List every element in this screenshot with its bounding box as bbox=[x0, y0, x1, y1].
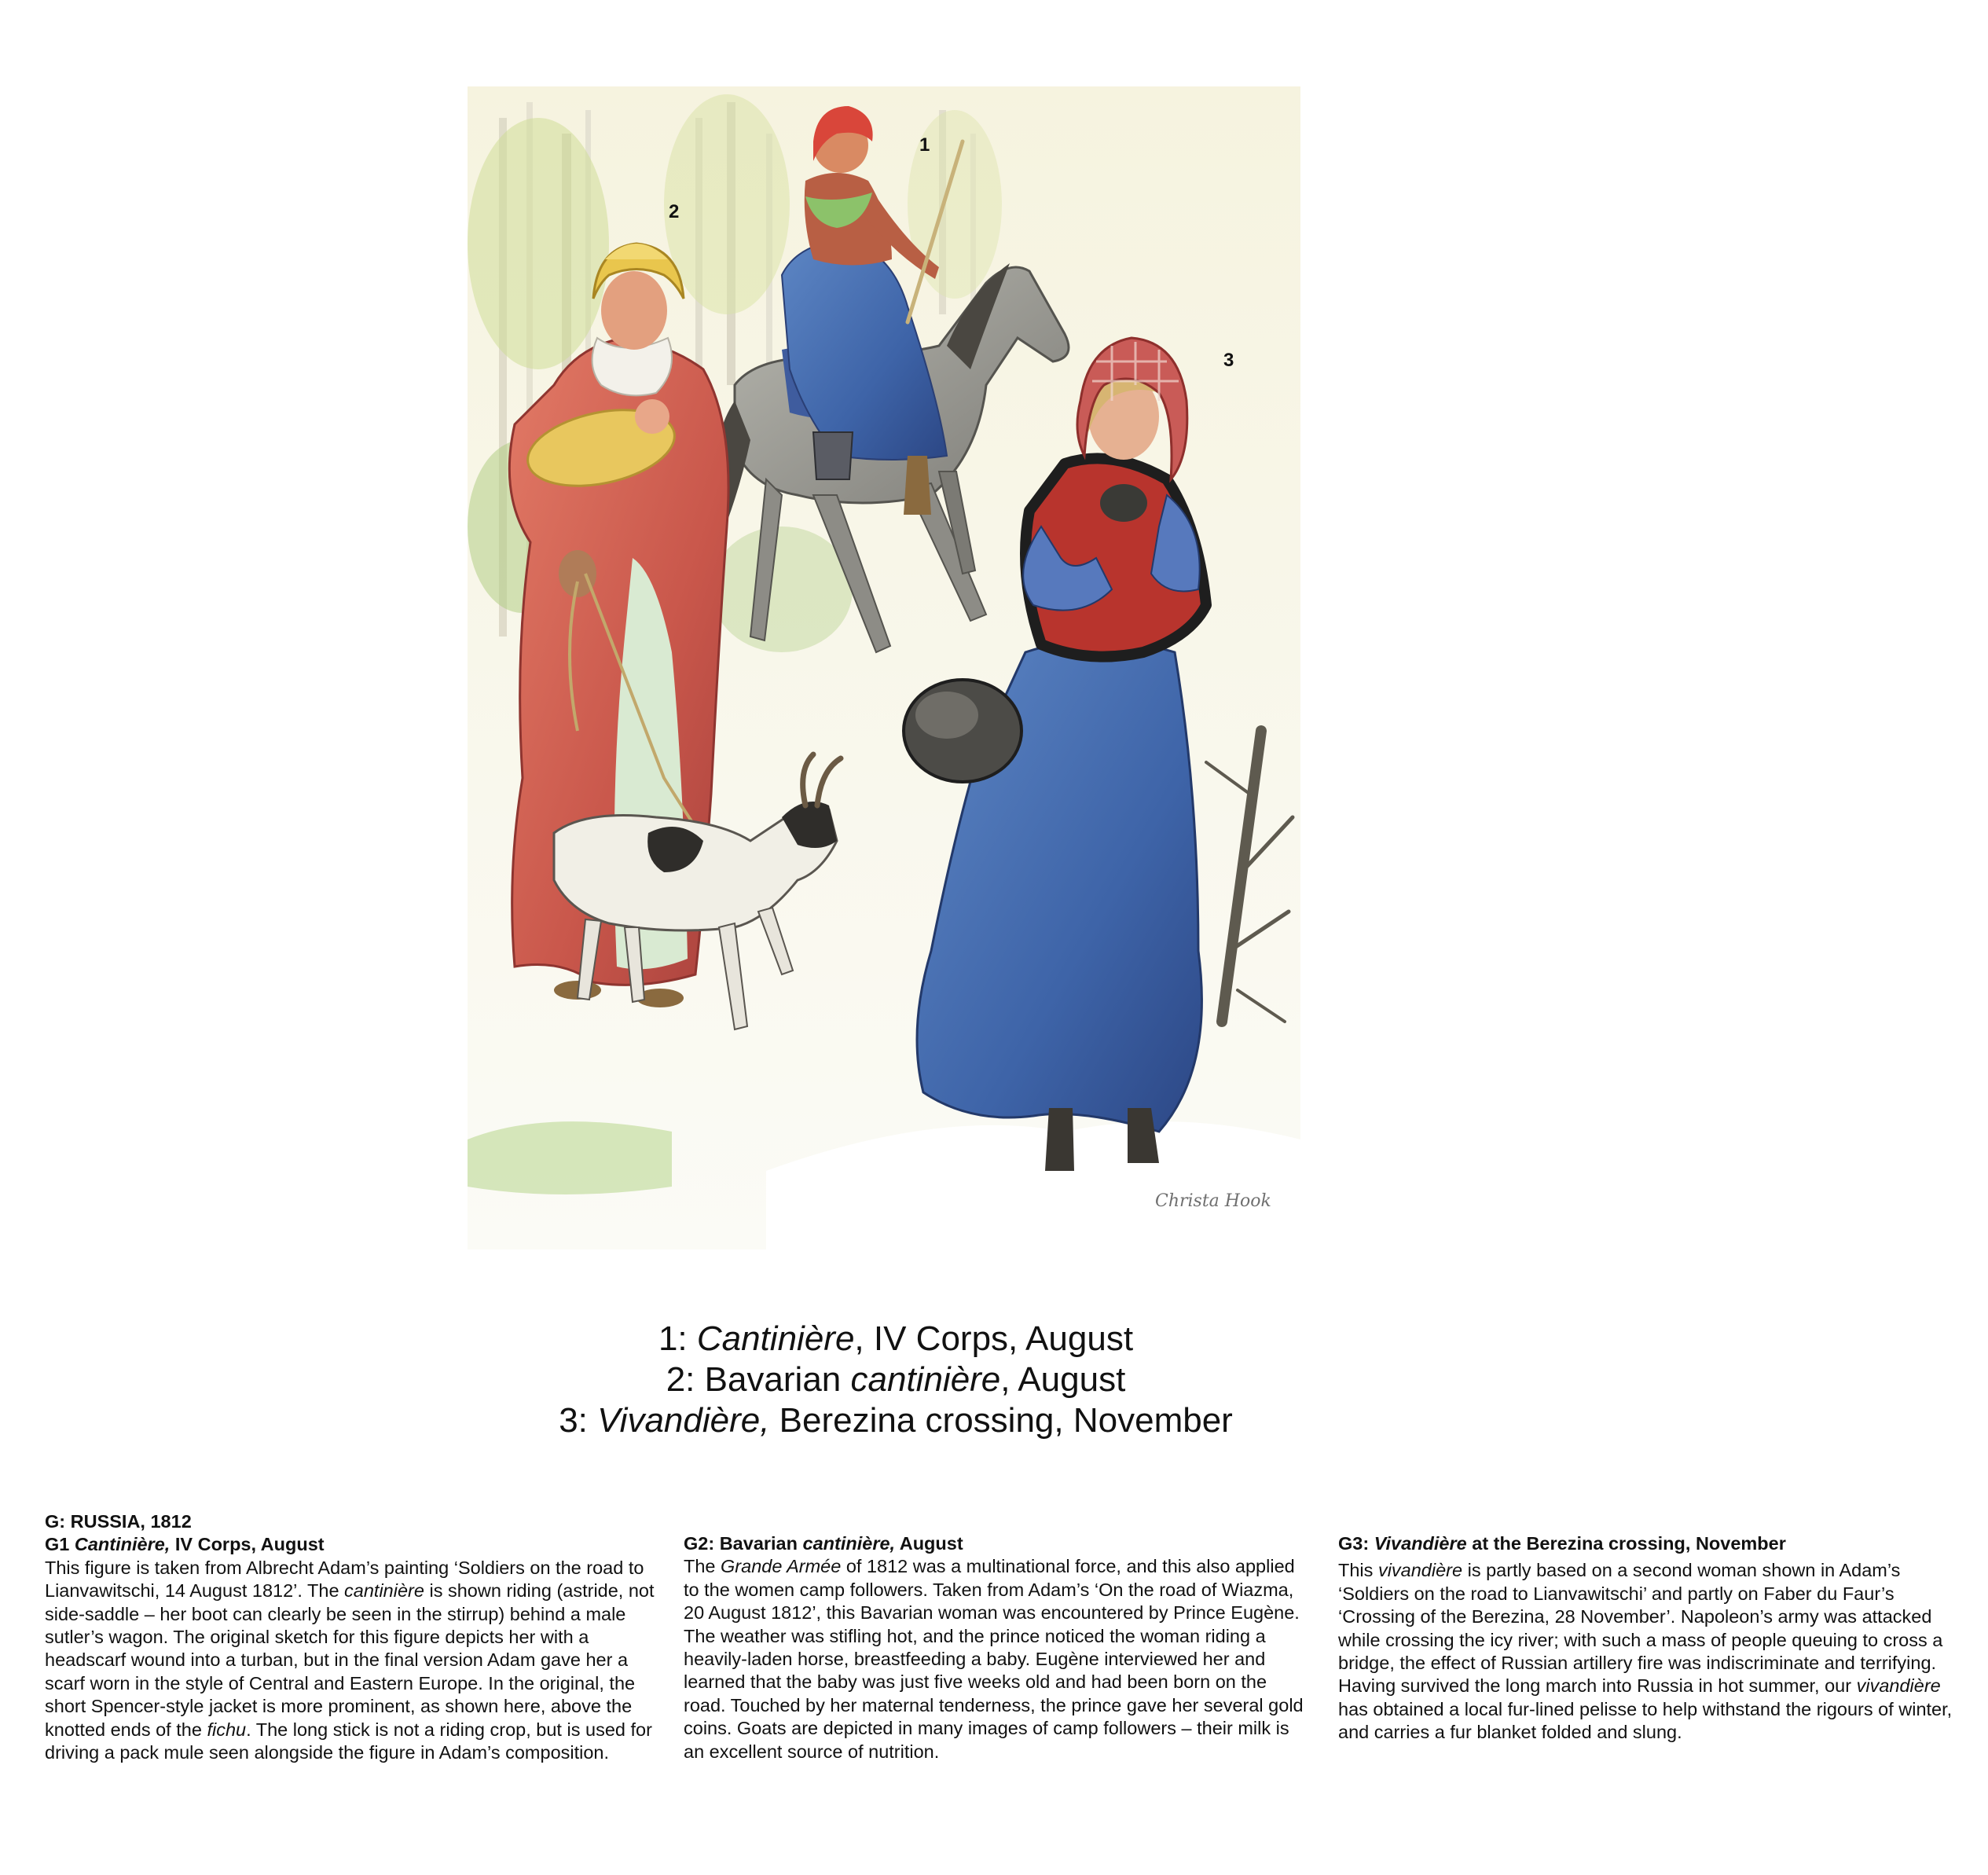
column-g3 bbox=[1338, 1532, 1959, 1745]
marker-1: 1 bbox=[919, 134, 930, 156]
caption-1: 1: Cantinière, IV Corps, August bbox=[658, 1319, 1134, 1358]
illustration-plate bbox=[468, 86, 1300, 1249]
camp-followers-illustration bbox=[468, 86, 1300, 1249]
column-g2 bbox=[684, 1532, 1304, 1763]
g1-body: This figure is taken from Albrecht Adam’s painting ‘Soldiers on the road to Lianvawitschi, 14 August 1812’. The cantinière is shown riding (astride, not side-saddle – her boot can clearly be seen in the stirrup) behind a male sutler’s wagon. The original sketch for this figure depicts her with a headscarf wound into a turban, but in the final version Adam gave her a scarf worn in the style of Central and Eastern Europe. In the original, the short Spencer-style jacket is more prominent, as shown here, above the knotted ends of the fichu. The long stick is not a riding crop, but is used for driving a pack mule seen alongside the figure in Adam’s composition. bbox=[45, 1557, 655, 1763]
g3-body: This vivandière is partly based on a second woman shown in Adam’s ‘Soldiers on the road to Lianvawitschi’ and partly on Faber du Faur’s ‘Crossing of the Berezina, 28 November’. Napoleon’s army was attacked while crossing the icy river; with such a mass of people queuing to cross a bridge, the effect of Russian artillery fire was indiscriminate and terrifying. Having survived the long march into Russia in hot summer, our vivandière has obtained a local fur-lined pelisse to help withstand the rigours of winter, and carries a fur blanket folded and slung. bbox=[1338, 1560, 1953, 1743]
column-g1 bbox=[45, 1510, 666, 1764]
plate-captions bbox=[0, 1319, 1792, 1441]
section-title: G: RUSSIA, 1812 bbox=[45, 1511, 192, 1532]
grass-patch bbox=[468, 1121, 672, 1194]
artist-signature: Christa Hook bbox=[1155, 1191, 1271, 1211]
marker-2: 2 bbox=[669, 201, 680, 222]
g3-heading: G3: Vivandière at the Berezina crossing, November bbox=[1338, 1533, 1786, 1554]
caption-2: 2: Bavarian cantinière, August bbox=[666, 1360, 1126, 1399]
caption-3: 3: Vivandière, Berezina crossing, November bbox=[559, 1401, 1233, 1440]
g2-heading: G2: Bavarian cantinière, August bbox=[684, 1533, 963, 1554]
g1-heading: G1 Cantinière, IV Corps, August bbox=[45, 1534, 325, 1555]
marker-3: 3 bbox=[1223, 350, 1234, 371]
g2-body: The Grande Armée of 1812 was a multinational force, and this also applied to the women camp followers. Taken from Adam’s ‘On the road of Wiazma, 20 August 1812’, this Bavarian woman was encountered by Prince Eugène. The weather was stifling hot, and the prince noticed the woman riding a heavily-laden horse, breastfeeding a baby. Eugène interviewed her and learned that the baby was just five weeks old and had been born on the road. Touched by her maternal tenderness, the prince gave her several gold coins. Goats are depicted in many images of camp followers – their milk is an excellent source of nutrition. bbox=[684, 1556, 1304, 1762]
